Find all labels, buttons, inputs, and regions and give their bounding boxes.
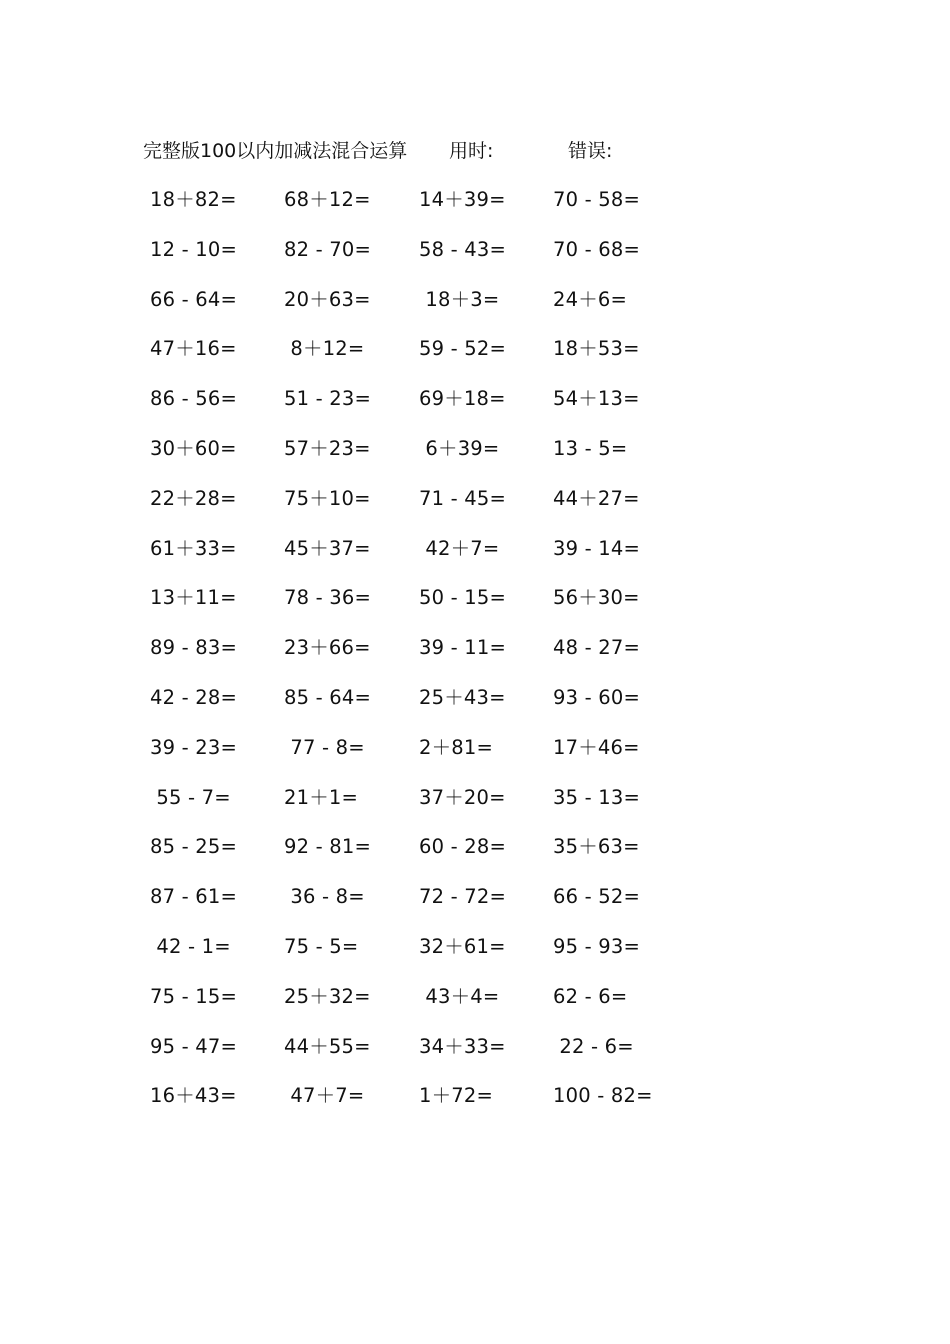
math-problem: 56＋30= (553, 586, 640, 610)
math-problem: 2＋81= (419, 735, 494, 759)
problem-row (0, 235, 950, 285)
math-problem: 32＋61= (419, 934, 506, 958)
math-problem: 45＋37= (284, 536, 371, 560)
math-problem: 22＋28= (150, 486, 237, 510)
worksheet-title: 完整版100以内加减法混合运算 (143, 140, 408, 162)
problem-row (0, 1081, 950, 1131)
math-problem: 66 - 64= (150, 287, 237, 311)
math-problem: 12 - 10= (150, 237, 237, 261)
math-problem: 35 - 13= (553, 785, 640, 809)
math-problem: 54＋13= (553, 387, 640, 411)
math-problem: 57＋23= (284, 436, 371, 460)
problem-row (0, 334, 950, 384)
math-problem: 18＋82= (150, 188, 237, 211)
worksheet-header (0, 137, 950, 165)
math-problem: 35＋63= (553, 835, 640, 859)
math-problem: 75＋10= (284, 486, 371, 510)
math-problem: 23＋66= (284, 636, 371, 660)
math-problem: 68＋12= (284, 188, 371, 211)
error-count-label: 错误: (568, 140, 613, 162)
math-problem: 60 - 28= (419, 835, 506, 859)
math-problem: 89 - 83= (150, 636, 237, 660)
math-problem: 43＋4= (419, 984, 500, 1008)
math-problem: 55 - 7= (150, 785, 231, 809)
problem-row (0, 783, 950, 833)
math-problem: 66 - 52= (553, 885, 640, 909)
problem-row (0, 1032, 950, 1082)
math-problem: 71 - 45= (419, 486, 506, 510)
math-problem: 13＋11= (150, 586, 237, 610)
math-problem: 47＋7= (284, 1084, 365, 1108)
math-problem: 16＋43= (150, 1084, 237, 1108)
math-problem: 48 - 27= (553, 636, 640, 660)
problem-row (0, 583, 950, 633)
problem-row (0, 982, 950, 1032)
math-problem: 95 - 93= (553, 934, 640, 958)
problem-row (0, 683, 950, 733)
math-problem: 58 - 43= (419, 237, 506, 261)
math-problem: 22 - 6= (553, 1034, 634, 1058)
math-problem: 100 - 82= (553, 1084, 653, 1108)
math-problem: 75 - 5= (284, 934, 359, 958)
math-problem: 92 - 81= (284, 835, 371, 859)
math-problem: 93 - 60= (553, 685, 640, 709)
math-problem: 95 - 47= (150, 1034, 237, 1058)
problem-row (0, 932, 950, 982)
math-problem: 34＋33= (419, 1034, 506, 1058)
math-problem: 82 - 70= (284, 237, 371, 261)
math-problem: 42 - 1= (150, 934, 231, 958)
math-problem: 44＋55= (284, 1034, 371, 1058)
math-problem: 85 - 64= (284, 685, 371, 709)
math-problem: 1＋72= (419, 1084, 494, 1108)
math-problem: 6＋39= (419, 436, 500, 460)
math-problem: 39 - 23= (150, 735, 237, 759)
math-problem: 14＋39= (419, 188, 506, 211)
math-problem: 62 - 6= (553, 984, 628, 1008)
math-problem: 69＋18= (419, 387, 506, 411)
problem-row (0, 434, 950, 484)
problem-row (0, 384, 950, 434)
math-problem: 37＋20= (419, 785, 506, 809)
math-problem: 20＋63= (284, 287, 371, 311)
math-problem: 42＋7= (419, 536, 500, 560)
problem-row (0, 733, 950, 783)
math-problem: 59 - 52= (419, 337, 506, 361)
problem-row (0, 534, 950, 584)
problem-row (0, 832, 950, 882)
math-problem: 39 - 14= (553, 536, 640, 560)
math-problem: 50 - 15= (419, 586, 506, 610)
math-problem: 8＋12= (284, 337, 365, 361)
problem-row (0, 633, 950, 683)
math-problem: 18＋3= (419, 287, 500, 311)
math-problem: 36 - 8= (284, 885, 365, 909)
problem-row (0, 484, 950, 534)
math-problem: 70 - 68= (553, 237, 640, 261)
math-problem: 61＋33= (150, 536, 237, 560)
math-problem: 17＋46= (553, 735, 640, 759)
math-problem: 75 - 15= (150, 984, 237, 1008)
math-problem: 85 - 25= (150, 835, 237, 859)
problem-grid (0, 185, 950, 1131)
math-problem: 51 - 23= (284, 387, 371, 411)
math-problem: 72 - 72= (419, 885, 506, 909)
math-problem: 42 - 28= (150, 685, 237, 709)
math-problem: 13 - 5= (553, 436, 628, 460)
math-problem: 70 - 58= (553, 188, 640, 211)
math-problem: 25＋32= (284, 984, 371, 1008)
problem-row (0, 285, 950, 335)
math-problem: 78 - 36= (284, 586, 371, 610)
problem-row (0, 185, 950, 235)
math-problem: 47＋16= (150, 337, 237, 361)
time-used-label: 用时: (449, 140, 494, 162)
math-problem: 44＋27= (553, 486, 640, 510)
math-problem: 30＋60= (150, 436, 237, 460)
math-problem: 77 - 8= (284, 735, 365, 759)
math-problem: 18＋53= (553, 337, 640, 361)
math-problem: 39 - 11= (419, 636, 506, 660)
math-problem: 24＋6= (553, 287, 628, 311)
math-problem: 25＋43= (419, 685, 506, 709)
problem-row (0, 882, 950, 932)
math-problem: 21＋1= (284, 785, 359, 809)
math-problem: 86 - 56= (150, 387, 237, 411)
math-problem: 87 - 61= (150, 885, 237, 909)
